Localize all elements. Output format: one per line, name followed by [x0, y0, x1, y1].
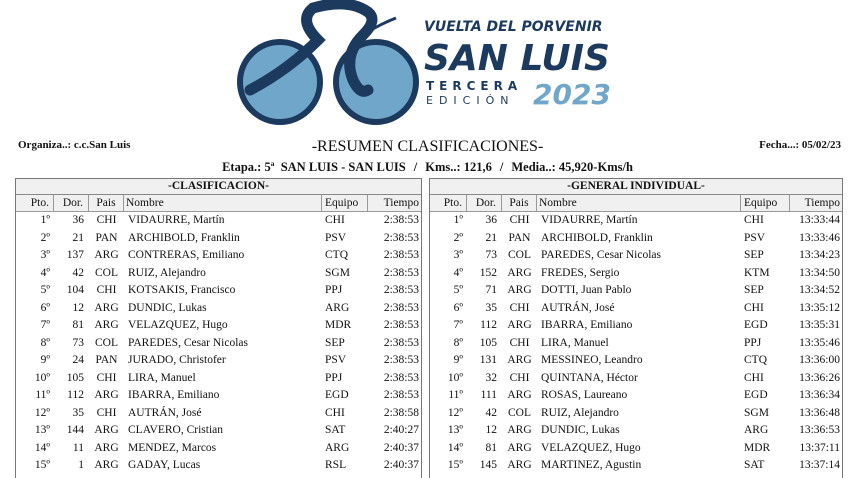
cell-team: PSV [325, 231, 347, 244]
cell-team: ARG [744, 424, 769, 436]
cell-time: 2:38:58 [383, 406, 419, 419]
cell-time: 13:34:52 [799, 284, 840, 296]
table-row [430, 265, 842, 283]
cell-position: 11º [448, 389, 463, 401]
cell-time: 2:38:53 [383, 266, 419, 279]
cell-team: CHI [325, 406, 345, 419]
column-header-country: Pais [502, 195, 537, 211]
cell-country: CHI [96, 214, 117, 226]
cell-team: CTQ [325, 249, 348, 261]
cell-bib-number: 144 [66, 424, 84, 436]
cell-bib-number: 36 [485, 214, 497, 226]
cell-rider-name: MENDEZ, Marcos [128, 441, 217, 454]
cell-rider-name: PAREDES, Cesar Nicolas [128, 336, 249, 349]
cell-position: 6º [453, 301, 463, 314]
cell-time: 13:35:46 [799, 336, 840, 349]
cell-country: CHI [509, 301, 530, 314]
cell-bib-number: 131 [479, 354, 497, 366]
cell-time: 13:34:23 [799, 249, 840, 261]
cell-bib-number: 42 [72, 266, 84, 279]
cell-rider-name: DUNDIC, Lukas [541, 424, 620, 436]
cell-bib-number: 145 [479, 459, 497, 471]
cell-bib-number: 71 [485, 284, 497, 296]
cell-bib-number: 81 [485, 441, 497, 454]
cell-bib-number: 81 [72, 319, 84, 331]
cell-time: 13:33:46 [799, 231, 840, 244]
cell-time: 2:38:53 [383, 371, 419, 384]
cell-bib-number: 11 [72, 441, 84, 454]
cell-rider-name: MESSINEO, Leandro [541, 354, 643, 366]
cell-time: 2:38:53 [383, 284, 419, 296]
cell-time: 2:38:53 [383, 249, 419, 261]
cell-rider-name: CLAVERO, Cristian [128, 424, 223, 436]
cell-country: ARG [507, 459, 532, 471]
column-header-position: Pto. [430, 195, 467, 211]
cell-rider-name: QUINTANA, Héctor [541, 371, 638, 384]
table-title: -GENERAL INDIVIDUAL- [430, 179, 842, 195]
cell-rider-name: MARTINEZ, Agustin [541, 459, 642, 471]
cell-country: CHI [96, 371, 117, 384]
cell-country: CHI [96, 284, 117, 296]
table-row [16, 440, 421, 458]
cell-rider-name: JURADO, Christofer [128, 354, 226, 366]
svg-text:SAN LUIS: SAN LUIS [424, 38, 610, 79]
cell-bib-number: 112 [480, 319, 497, 331]
column-header-time: Tiempo [383, 197, 419, 209]
cell-bib-number: 36 [72, 214, 84, 226]
cell-country: ARG [507, 424, 532, 436]
cell-country: CHI [96, 406, 117, 419]
cell-position: 12º [447, 406, 463, 419]
cell-team: PPJ [325, 284, 343, 296]
cell-position: 13º [447, 424, 463, 436]
cell-country: ARG [507, 354, 532, 366]
column-header-time: Tiempo [804, 197, 840, 209]
table-row [16, 352, 421, 370]
cell-bib-number: 24 [72, 354, 84, 366]
cell-team: ARG [325, 301, 350, 314]
cell-country: CHI [509, 371, 530, 384]
cell-team: SEP [744, 284, 764, 296]
cell-country: PAN [508, 231, 531, 244]
cell-position: 3º [40, 249, 50, 261]
cell-rider-name: IBARRA, Emiliano [128, 389, 220, 401]
cell-team: KTM [744, 266, 770, 279]
table-row [16, 422, 421, 440]
table-row [430, 387, 842, 405]
stage-label: Etapa.: 5ª SAN LUIS - SAN LUIS [222, 160, 406, 174]
cell-team: SAT [744, 459, 765, 471]
cell-rider-name: ROSAS, Laureano [541, 389, 628, 401]
cell-country: COL [95, 266, 118, 279]
column-header-position: Pto. [16, 195, 54, 211]
cell-bib-number: 137 [66, 249, 84, 261]
cell-position: 9º [453, 354, 463, 366]
cell-rider-name: DUNDIC, Lukas [128, 301, 207, 314]
cell-position: 8º [40, 336, 50, 349]
cell-country: ARG [94, 441, 119, 454]
table-row [16, 405, 421, 423]
cell-position: 3º [453, 249, 463, 261]
cell-bib-number: 12 [485, 424, 497, 436]
table-row [16, 265, 421, 283]
cell-team: RSL [325, 459, 347, 471]
cell-country: ARG [507, 284, 532, 296]
cell-country: ARG [94, 424, 119, 436]
cell-time: 2:40:37 [383, 459, 419, 471]
cell-rider-name: VELAZQUEZ, Hugo [128, 319, 228, 331]
cell-rider-name: RUIZ, Alejandro [541, 406, 619, 419]
cell-position: 2º [453, 231, 463, 244]
cell-rider-name: CONTRERAS, Emiliano [128, 249, 245, 261]
cell-position: 9º [40, 354, 50, 366]
cell-team: SGM [744, 406, 769, 419]
table-row [16, 247, 421, 265]
cell-team: EGD [744, 319, 768, 331]
cell-team: PSV [744, 231, 766, 244]
cell-country: ARG [507, 266, 532, 279]
table-header [430, 195, 842, 212]
cell-bib-number: 42 [485, 406, 497, 419]
cell-time: 2:38:53 [383, 354, 419, 366]
table-row [430, 247, 842, 265]
table-row [430, 282, 842, 300]
date-label: Fecha...: 05/02/23 [759, 139, 841, 151]
cell-bib-number: 112 [67, 389, 84, 401]
cell-country: ARG [507, 389, 532, 401]
cell-rider-name: RUIZ, Alejandro [128, 266, 206, 279]
cell-bib-number: 35 [72, 406, 84, 419]
cell-rider-name: ARCHIBOLD, Franklin [541, 231, 653, 244]
cell-team: PSV [325, 354, 347, 366]
cell-country: CHI [509, 214, 530, 226]
cell-position: 14º [34, 441, 50, 454]
cell-bib-number: 32 [485, 371, 497, 384]
cell-rider-name: ARCHIBOLD, Franklin [128, 231, 240, 244]
column-header-bib-number: Dor. [54, 195, 89, 211]
cell-time: 13:36:48 [799, 406, 840, 419]
cyclist-icon [240, 4, 416, 122]
report-title: -RESUMEN CLASIFICACIONES- [311, 138, 544, 155]
table-row [430, 370, 842, 388]
cell-country: ARG [94, 459, 119, 471]
table-row [430, 335, 842, 353]
cell-bib-number: 152 [479, 266, 497, 279]
cell-country: COL [508, 249, 531, 261]
cell-team: PPJ [744, 336, 762, 349]
cell-team: ARG [325, 441, 350, 454]
cell-country: PAN [95, 231, 118, 244]
cell-time: 2:38:53 [383, 301, 419, 314]
column-header-rider-name: Nombre [537, 195, 741, 211]
cell-team: SGM [325, 266, 350, 279]
separator: / [499, 160, 504, 174]
cell-rider-name: FREDES, Sergio [541, 266, 620, 279]
cell-country: COL [508, 406, 531, 419]
cell-position: 13º [34, 424, 50, 436]
cell-time: 2:38:53 [383, 214, 419, 226]
average-speed-label: Media..: 45,920-Kms/h [511, 160, 633, 174]
cell-team: CHI [744, 301, 764, 314]
cell-time: 2:38:53 [383, 319, 419, 331]
column-header-bib-number: Dor. [467, 195, 502, 211]
table-row [430, 405, 842, 423]
cell-team: CHI [744, 371, 764, 384]
cell-position: 7º [453, 319, 463, 331]
cell-position: 15º [34, 459, 50, 471]
cell-time: 2:40:37 [383, 441, 419, 454]
cell-time: 2:40:27 [383, 424, 419, 436]
cell-position: 4º [453, 266, 463, 279]
cell-position: 1º [453, 214, 463, 226]
cell-time: 13:35:31 [799, 319, 840, 331]
cell-time: 13:36:53 [799, 424, 840, 436]
cell-position: 2º [40, 231, 50, 244]
cell-position: 11º [35, 389, 50, 401]
svg-text:TERCERA: TERCERA [426, 79, 523, 93]
table-row [430, 422, 842, 440]
cell-rider-name: VIDAURRE, Martín [128, 214, 225, 226]
cell-bib-number: 21 [485, 231, 497, 244]
cell-position: 15º [447, 459, 463, 471]
cell-position: 10º [34, 371, 50, 384]
cell-position: 7º [40, 319, 50, 331]
cell-team: SEP [744, 249, 764, 261]
separator: / [413, 160, 418, 174]
table-row [430, 457, 842, 475]
table-row [16, 387, 421, 405]
cell-time: 13:34:50 [799, 266, 840, 279]
column-header-team: Equipo [741, 195, 790, 211]
cell-time: 2:38:53 [383, 336, 419, 349]
cell-team: CHI [744, 214, 764, 226]
cell-time: 13:36:26 [799, 371, 840, 384]
cell-time: 13:33:44 [799, 214, 840, 226]
cell-country: ARG [507, 319, 532, 331]
organizer-label: Organiza..: c.c.San Luis [18, 139, 131, 151]
cell-team: CTQ [744, 354, 767, 366]
cell-position: 1º [40, 214, 50, 226]
table-row [430, 352, 842, 370]
cell-bib-number: 21 [72, 231, 84, 244]
distance-label: Kms..: 121,6 [425, 160, 492, 174]
table-header [16, 195, 421, 212]
cell-team: SAT [325, 424, 346, 436]
cell-rider-name: AUTRÁN, José [128, 406, 202, 419]
cell-position: 5º [453, 284, 463, 296]
cell-position: 14º [447, 441, 463, 454]
cell-rider-name: AUTRÁN, José [541, 301, 615, 314]
table-row [430, 212, 842, 230]
svg-text:2023: 2023 [533, 78, 611, 111]
cell-time: 2:38:53 [383, 231, 419, 244]
table-row [16, 212, 421, 230]
cell-bib-number: 105 [66, 371, 84, 384]
cell-position: 6º [40, 301, 50, 314]
column-header-country: Pais [89, 195, 124, 211]
cell-time: 13:37:11 [799, 441, 840, 454]
table-row [430, 440, 842, 458]
cell-bib-number: 73 [485, 249, 497, 261]
cell-bib-number: 35 [485, 301, 497, 314]
cell-bib-number: 1 [78, 459, 84, 471]
cell-rider-name: LIRA, Manuel [128, 371, 196, 384]
cell-time: 13:37:14 [799, 459, 840, 471]
cell-position: 5º [40, 284, 50, 296]
cell-rider-name: LIRA, Manuel [541, 336, 609, 349]
cell-time: 13:35:12 [799, 301, 840, 314]
cell-country: PAN [95, 354, 118, 366]
table-row [16, 370, 421, 388]
cell-country: ARG [94, 389, 119, 401]
cell-team: SEP [325, 336, 345, 349]
cell-bib-number: 104 [66, 284, 84, 296]
cell-position: 12º [34, 406, 50, 419]
svg-text:VUELTA DEL PORVENIR: VUELTA DEL PORVENIR [424, 19, 603, 35]
table-row [430, 317, 842, 335]
table-title: -CLASIFICACION- [16, 179, 421, 195]
cell-country: COL [95, 336, 118, 349]
stage-info [0, 160, 855, 175]
cell-country: CHI [509, 336, 530, 349]
cell-position: 4º [40, 266, 50, 279]
cell-bib-number: 12 [72, 301, 84, 314]
cell-team: MDR [325, 319, 352, 331]
cell-team: CHI [325, 214, 345, 226]
cell-time: 2:38:53 [383, 389, 419, 401]
cell-time: 13:36:34 [799, 389, 840, 401]
general-individual-table [429, 178, 843, 478]
cell-rider-name: VELAZQUEZ, Hugo [541, 441, 641, 454]
cell-rider-name: GADAY, Lucas [128, 459, 201, 471]
table-row [16, 317, 421, 335]
cell-bib-number: 111 [480, 389, 497, 401]
cell-team: PPJ [325, 371, 343, 384]
table-row [16, 457, 421, 475]
event-logo [228, 0, 618, 128]
cell-team: EGD [325, 389, 349, 401]
cell-rider-name: PAREDES, Cesar Nicolas [541, 249, 662, 261]
cell-team: MDR [744, 441, 771, 454]
cell-rider-name: IBARRA, Emiliano [541, 319, 633, 331]
column-header-rider-name: Nombre [124, 195, 322, 211]
cell-rider-name: VIDAURRE, Martín [541, 214, 638, 226]
cell-country: ARG [94, 319, 119, 331]
table-row [16, 230, 421, 248]
cell-rider-name: DOTTI, Juan Pablo [541, 284, 632, 296]
cell-country: ARG [507, 441, 532, 454]
table-row [16, 282, 421, 300]
cell-bib-number: 105 [479, 336, 497, 349]
cell-position: 8º [453, 336, 463, 349]
table-row [16, 300, 421, 318]
table-row [430, 230, 842, 248]
table-row [430, 300, 842, 318]
stage-classification-table [15, 178, 422, 478]
column-header-team: Equipo [322, 195, 368, 211]
cell-country: ARG [94, 301, 119, 314]
cell-time: 13:36:00 [799, 354, 840, 366]
cell-country: ARG [94, 249, 119, 261]
cell-bib-number: 73 [72, 336, 84, 349]
cell-team: EGD [744, 389, 768, 401]
table-row [16, 335, 421, 353]
cell-rider-name: KOTSAKIS, Francisco [128, 284, 236, 296]
svg-text:EDICIÓN: EDICIÓN [426, 94, 515, 107]
cell-position: 10º [447, 371, 463, 384]
